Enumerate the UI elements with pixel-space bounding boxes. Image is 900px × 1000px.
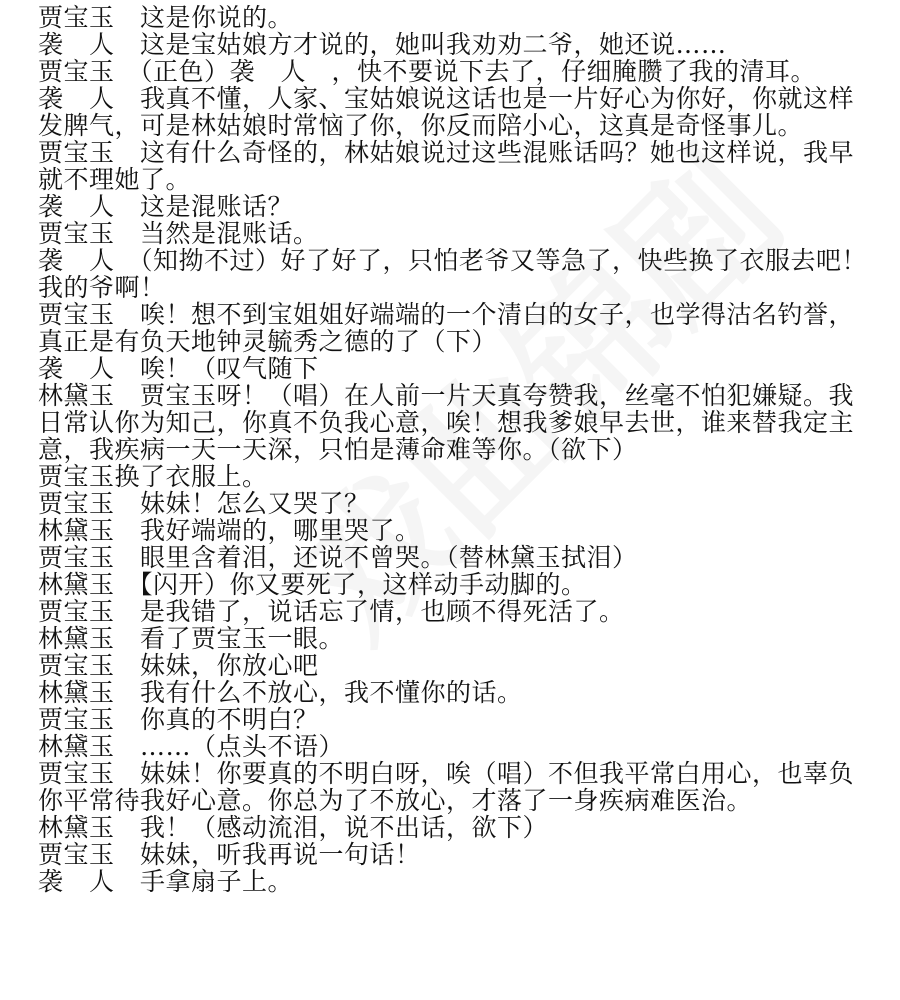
dialogue-line: 林黛玉 贾宝玉呀！（唱）在人前一片天真夸赞我，丝毫不怕犯嫌疑。我日常认你为知己，你真不负我心意，唉！想我爹娘早去世，谁来替我定主意，我疾病一天一天深，只怕是薄命难等你。（欲下）	[38, 381, 855, 464]
dialogue-line: 贾宝玉 妹妹！怎么又哭了？	[38, 489, 370, 518]
stage-direction: 贾宝玉换了衣服上。	[38, 462, 268, 491]
dialogue-line: 林黛玉 我！（感动流泪，说不出话，欲下）	[38, 813, 549, 842]
dialogue-line: 袭 人 我真不懂，人家、宝姑娘说这话也是一片好心为你好，你就这样发脾气，可是林姑娘时常恼了你，你反而陪小心，这真是奇怪事儿。	[38, 84, 855, 140]
dialogue-line: 贾宝玉 妹妹，你放心吧	[38, 651, 319, 680]
dialogue-line: 贾宝玉 妹妹！你要真的不明白呀，唉（唱）不但我平常白用心，也辜负你平常待我好心意。你总为了不放心，才落了一身疾病难医治。	[38, 759, 855, 815]
dialogue-line: 贾宝玉 是我错了，说话忘了情，也顾不得死活了。	[38, 597, 625, 626]
dialogue-line: 贾宝玉 （正色）袭 人 ，快不要说下去了，仔细腌臜了我的清耳。	[38, 57, 817, 86]
dialogue-line: 袭 人 这是宝姑娘方才说的，她叫我劝劝二爷，她还说……	[38, 30, 727, 59]
dialogue-line: 袭 人 唉！（叹气随下	[38, 354, 319, 383]
dialogue-line: 贾宝玉 唉！想不到宝姐姐好端端的一个清白的女子，也学得沽名钓誉，真正是有负天地钟灵毓秀之德的了（下）	[38, 300, 855, 356]
dialogue-line: 贾宝玉 这有什么奇怪的，林姑娘说过这些混账话吗？她也这样说，我早就不理她了。	[38, 138, 855, 194]
dialogue-line: 贾宝玉 这是你说的。	[38, 3, 294, 32]
dialogue-line: 袭 人 （知拗不过）好了好了，只怕老爷又等急了，快些换了衣服去吧！我的爷啊！	[38, 246, 868, 302]
dialogue-line: 袭 人 这是混账话？	[38, 192, 294, 221]
dialogue-line: 贾宝玉 眼里含着泪，还说不曾哭。（替林黛玉拭泪）	[38, 543, 638, 572]
dialogue-line: 林黛玉 【闪开）你又要死了，这样动手动脚的。	[38, 570, 587, 599]
dialogue-line: 林黛玉 我好端端的，哪里哭了。	[38, 516, 421, 545]
dialogue-line: 林黛玉 我有什么不放心，我不懂你的话。	[38, 678, 523, 707]
dialogue-line: 林黛玉 ……（点头不语）	[38, 732, 345, 761]
dialogue-line: 林黛玉 看了贾宝玉一眼。	[38, 624, 345, 653]
dialogue-line: 袭 人 手拿扇子上。	[38, 867, 294, 896]
dialogue-line: 贾宝玉 你真的不明白？	[38, 705, 319, 734]
dialogue-line: 贾宝玉 妹妹，听我再说一句话！	[38, 840, 421, 869]
script-text	[38, 4, 878, 895]
dialogue-line: 贾宝玉 当然是混账话。	[38, 219, 319, 248]
